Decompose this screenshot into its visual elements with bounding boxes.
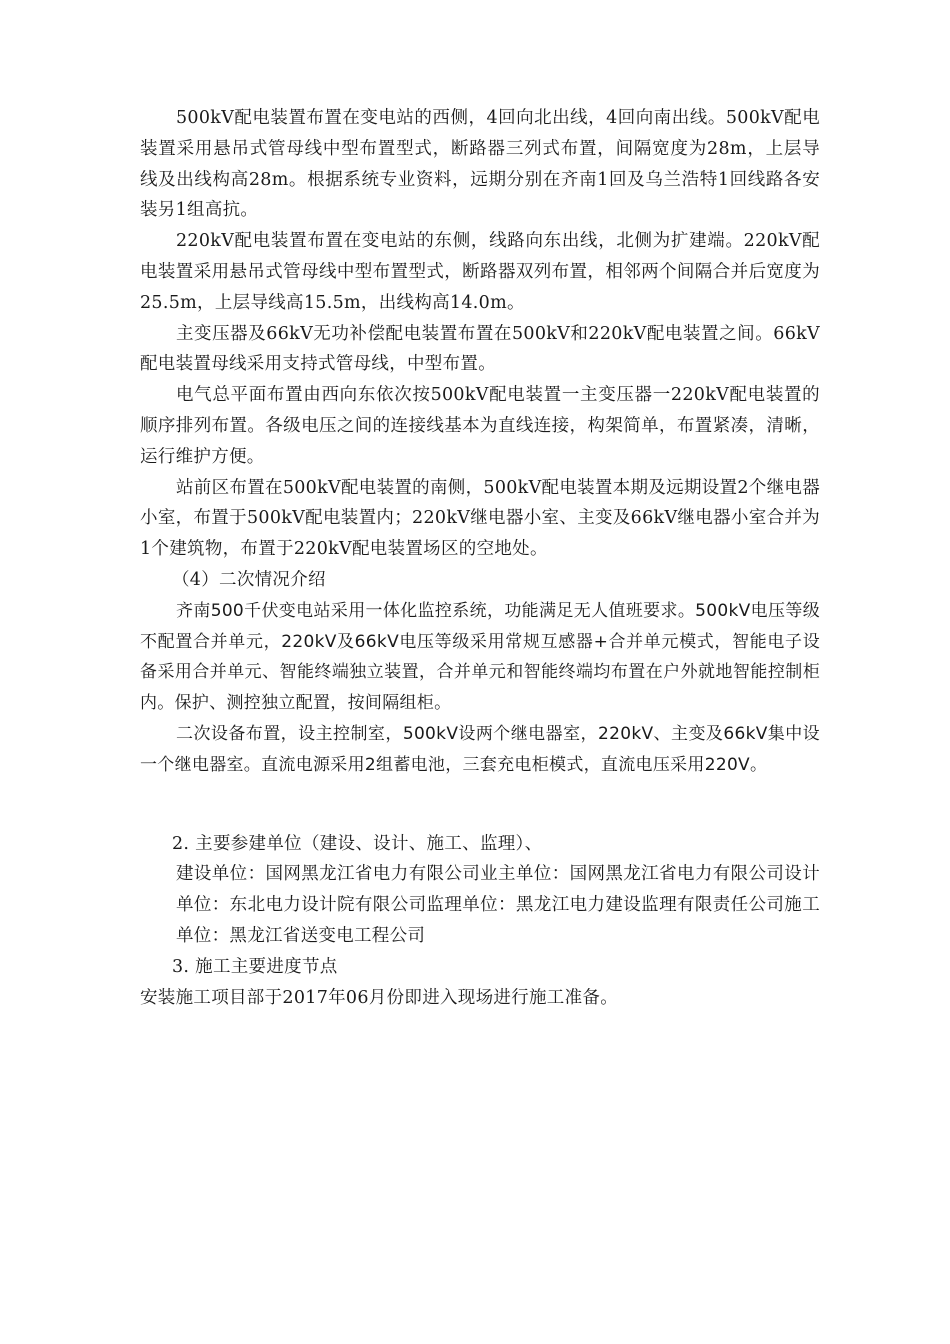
paragraph-secondary-monitoring: 齐南500千伏变电站采用一体化监控系统，功能满足无人值班要求。500kV电压等级不配置合并单元，220kV及66kV电压等级采用常规互感器+合并单元模式，智能电子设备采用合并单元、智能终端独立装置，合并单元和智能终端均布置在户外就地智能控制柜内。保护、测控独立配置，按间隔组柜。 xyxy=(140,600,820,714)
paragraph-secondary-equipment: 二次设备布置，设主控制室，500kV设两个继电器室，220kV、主变及66kV集中设一个继电器室。直流电源采用2组蓄电池，三套充电柜模式，直流电压采用220V。 xyxy=(140,723,820,775)
section-4-heading: （4）二次情况介绍 xyxy=(172,569,326,590)
section-gap xyxy=(140,781,820,829)
section-2-heading: 2. 主要参建单位（建设、设计、施工、监理）、 xyxy=(172,833,543,854)
document-page xyxy=(140,103,820,1013)
section-3-heading: 3. 施工主要进度节点 xyxy=(172,956,338,977)
paragraph-transformer-layout: 主变压器及66kV无功补偿配电装置布置在500kV和220kV配电装置之间。66kV配电装置母线采用支持式管母线，中型布置。 xyxy=(140,323,820,375)
paragraph-500kv-layout: 500kV配电装置布置在变电站的西侧，4回向北出线，4回向南出线。500kV配电装置采用悬吊式管母线中型布置型式，断路器三列式布置，间隔宽度为28m，上层导线及出线构高28m。根据系统专业资料，远期分别在齐南1回及乌兰浩特1回线路各安装另1组高抗。 xyxy=(140,108,820,221)
participating-units: 建设单位：国网黑龙江省电力有限公司业主单位：国网黑龙江省电力有限公司设计单位：东北电力设计院有限公司监理单位：黑龙江电力建设监理有限责任公司施工单位：黑龙江省送变电工程公司 xyxy=(176,864,820,946)
paragraph-station-front: 站前区布置在500kV配电装置的南侧，500kV配电装置本期及远期设置2个继电器小室，布置于500kV配电装置内；220kV继电器小室、主变及66kV继电器小室合并为1个建筑物，布置于220kV配电装置场区的空地处。 xyxy=(140,477,820,560)
paragraph-220kv-layout: 220kV配电装置布置在变电站的东侧，线路向东出线，北侧为扩建端。220kV配电装置采用悬吊式管母线中型布置型式，断路器双列布置，相邻两个间隔合并后宽度为25.5m，上层导线高15.5m，出线构高14.0m。 xyxy=(140,231,820,313)
paragraph-general-layout: 电气总平面布置由西向东依次按500kV配电装置一主变压器一220kV配电装置的顺序排列布置。各级电压之间的连接线基本为直线连接，构架简单，布置紧凑，清晰，运行维护方便。 xyxy=(140,385,820,467)
paragraph-schedule: 安装施工项目部于2017年06月份即进入现场进行施工准备。 xyxy=(140,987,619,1008)
